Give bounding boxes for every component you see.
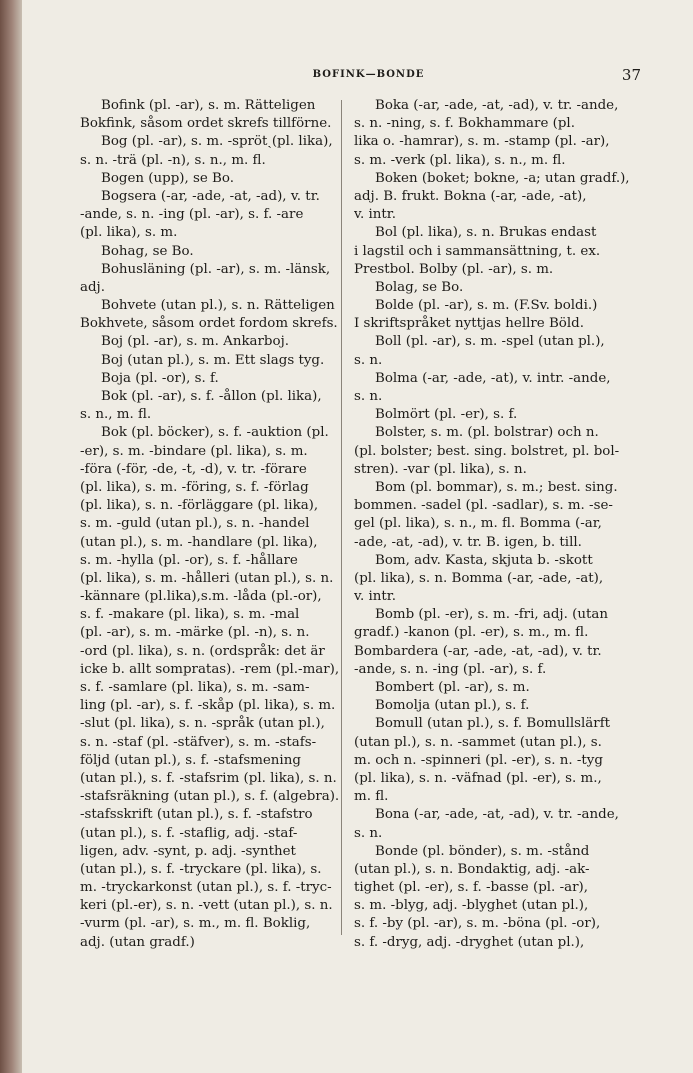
right-column — [354, 97, 646, 952]
page-number: 37 — [621, 66, 641, 84]
entry-line: i lagstil och i sammansättning, t. ex. — [354, 243, 601, 259]
entry-line: Bombert (pl. -ar), s. m. — [375, 680, 530, 695]
entry-line: -vurm (pl. -ar), s. m., m. fl. Boklig, — [80, 916, 311, 932]
entry-line: -ande, s. n. -ing (pl. -ar), s. f. -are — [80, 207, 304, 223]
entry-line: Bohvete (utan pl.), s. n. Rätteligen — [101, 298, 335, 314]
entry-line: Prestbol. Bolby (pl. -ar), s. m. — [354, 261, 554, 277]
entry-line: Bohag, se Bo. — [101, 243, 194, 259]
entry-line: Bok (pl. -ar), s. f. -ållon (pl. lika), — [101, 389, 322, 404]
entry-line: Bokfink, såsom ordet skrefs tillförne. — [80, 116, 332, 132]
entry-line: m. och n. -spinneri (pl. -er), s. n. -tyg — [354, 752, 603, 768]
entry-line: s. n. -staf (pl. -stäfver), s. m. -stafs- — [80, 734, 317, 750]
entry-line: Bohusläning (pl. -ar), s. m. -länsk, — [101, 261, 331, 277]
entry-line: Boll (pl. -ar), s. m. -spel (utan pl.), — [375, 334, 605, 350]
entry-line: bommen. -sadel (pl. -sadlar), s. m. -se- — [354, 498, 613, 514]
entry-line: Boj (pl. -ar), s. m. Ankarboj. — [101, 334, 289, 350]
entry-line: Bog (pl. -ar), s. m. -sprötˏ(pl. lika), — [101, 134, 333, 150]
entry-line: Bokhvete, såsom ordet fordom skrefs. — [80, 316, 338, 332]
entry-line: gradf.) -kanon (pl. -er), s. m., m. fl. — [354, 625, 589, 641]
entry-line: adj. — [80, 279, 105, 295]
entry-line: Bombardera (-ar, -ade, -at, -ad), v. tr. — [354, 643, 602, 659]
entry-line: s. f. -by (pl. -ar), s. m. -böna (pl. -or), — [354, 916, 601, 932]
entry-line: s. n., m. fl. — [80, 407, 152, 423]
entry-line: Bonde (pl. bönder), s. m. -stånd — [375, 843, 590, 859]
entry-line: (pl. lika), s. n. -förläggare (pl. lika), — [80, 498, 319, 514]
entry-line: stren). -var (pl. lika), s. n. — [354, 461, 527, 477]
entry-line: (pl. lika), s. n. Bomma (-ar, -ade, -at), — [354, 570, 604, 586]
entry-line: m. fl. — [354, 789, 389, 805]
page-header — [44, 66, 693, 86]
entry-line: (utan pl.), s. n. Bondaktig, adj. -ak- — [354, 861, 590, 877]
entry-line: (pl. lika), s. m. — [80, 225, 178, 241]
entry-line: (utan pl.), s. n. -sammet (utan pl.), s. — [354, 734, 602, 750]
entry-line: s. f. -dryg, adj. -dryghet (utan pl.), — [354, 934, 585, 950]
entry-line: s. n. — [354, 389, 383, 404]
entry-line: -er), s. m. -bindare (pl. lika), s. m. — [80, 443, 308, 459]
entry-line: gel (pl. lika), s. n., m. fl. Bomma (-ar, — [354, 516, 602, 532]
entry-line: ligen, adv. -synt, p. adj. -synthet — [80, 843, 296, 859]
entry-line: (pl. -ar), s. m. -märke (pl. -n), s. n. — [80, 625, 310, 641]
entry-line: (utan pl.), s. m. -handlare (pl. lika), — [80, 534, 318, 550]
entry-line: Boka (-ar, -ade, -at, -ad), v. tr. -ande, — [375, 98, 619, 113]
entry-line: s. m. -guld (utan pl.), s. n. -handel — [80, 516, 310, 532]
entry-line: s. n. — [354, 825, 383, 841]
entry-line: s. n. — [354, 352, 383, 368]
entry-line: (utan pl.), s. f. -staflig, adj. -staf- — [80, 825, 298, 841]
entry-line: I skriftspråket nyttjas hellre Böld. — [354, 316, 584, 332]
entry-line: (pl. lika), s. m. -hålleri (utan pl.), s. n. — [80, 570, 334, 586]
entry-line: Bona (-ar, -ade, -at, -ad), v. tr. -ande, — [375, 807, 619, 823]
entry-line: Bolag, se Bo. — [375, 279, 464, 295]
entry-line: Bolma (-ar, -ade, -at), v. intr. -ande, — [375, 370, 611, 386]
entry-line: Bomull (utan pl.), s. f. Bomullslärft — [375, 716, 611, 732]
entry-line: Bom, adv. Kasta, skjuta b. -skott — [375, 552, 593, 568]
entry-line: -stafsräkning (utan pl.), s. f. (algebra). — [80, 789, 340, 805]
entry-line: keri (pl.-er), s. n. -vett (utan pl.), s. n. — [80, 898, 333, 914]
entry-line: s. m. -hylla (pl. -or), s. f. -hållare — [80, 552, 298, 568]
entry-line: Bolmört (pl. -er), s. f. — [375, 407, 518, 423]
entry-line: Bofink (pl. -ar), s. m. Rätteligen — [101, 98, 316, 113]
left-column — [80, 97, 352, 952]
entry-line: -stafsskrift (utan pl.), s. f. -stafstro — [80, 807, 313, 823]
entry-line: m. -tryckarkonst (utan pl.), s. f. -tryc- — [80, 880, 332, 896]
entry-line: Bogsera (-ar, -ade, -at, -ad), v. tr. — [101, 188, 320, 204]
entry-line: adj. B. frukt. Bokna (-ar, -ade, -at), — [354, 188, 587, 204]
running-head: BOFINK—BONDE — [312, 69, 425, 80]
entry-line: Bom (pl. bommar), s. m.; best. sing. — [375, 479, 618, 495]
entry-line: Boja (pl. -or), s. f. — [101, 370, 219, 386]
entry-line: v. intr. — [354, 207, 396, 223]
entry-line: s. m. -verk (pl. lika), s. n., m. fl. — [354, 152, 566, 168]
entry-line: Bolster, s. m. (pl. bolstrar) och n. — [375, 425, 599, 441]
entry-line: (utan pl.), s. f. -stafsrim (pl. lika), s. n. — [80, 770, 337, 786]
entry-line: (pl. lika), s. n. -väfnad (pl. -er), s. m., — [354, 770, 602, 786]
entry-line: Bomb (pl. -er), s. m. -fri, adj. (utan — [375, 607, 608, 623]
entry-line: Bok (pl. böcker), s. f. -auktion (pl. — [101, 425, 329, 441]
entry-line: ling (pl. -ar), s. f. -skåp (pl. lika), s. m. — [80, 698, 336, 714]
entry-line: s. f. -samlare (pl. lika), s. m. -sam- — [80, 680, 310, 695]
entry-line: s. n. -ning, s. f. Bokhammare (pl. — [354, 116, 575, 132]
entry-line: -kännare (pl.lika),s.m. -låda (pl.-or), — [80, 589, 322, 605]
entry-line: -slut (pl. lika), s. n. -språk (utan pl.), — [80, 716, 325, 732]
entry-line: (pl. lika), s. m. -föring, s. f. -förlag — [80, 479, 309, 495]
entry-line: Bogen (upp), se Bo. — [101, 170, 234, 186]
entry-line: Boken (boket; bokne, -a; utan gradf.), — [375, 170, 630, 186]
entry-line: tighet (pl. -er), s. f. -basse (pl. -ar), — [354, 880, 588, 896]
entry-line: följd (utan pl.), s. f. -stafsmening — [80, 752, 301, 768]
entry-line: -ord (pl. lika), s. n. (ordspråk: det är — [80, 643, 325, 659]
entry-line: s. f. -makare (pl. lika), s. m. -mal — [80, 607, 300, 623]
entry-line: lika o. -hamrar), s. m. -stamp (pl. -ar), — [354, 134, 610, 150]
entry-line: icke b. allt sompratas). -rem (pl.-mar), — [80, 661, 340, 677]
entry-line: adj. (utan gradf.) — [80, 934, 195, 950]
entry-line: (utan pl.), s. f. -tryckare (pl. lika), s. — [80, 861, 322, 877]
entry-line: Boj (utan pl.), s. m. Ett slags tyg. — [101, 352, 325, 368]
entry-line: (pl. bolster; best. sing. bolstret, pl. bol- — [354, 443, 620, 459]
entry-line: -ade, -at, -ad), v. tr. B. igen, b. till. — [354, 534, 582, 550]
entry-line: s. n. -trä (pl. -n), s. n., m. fl. — [80, 152, 266, 168]
entry-line: v. intr. — [354, 589, 396, 605]
entry-line: Bol (pl. lika), s. n. Brukas endast — [375, 225, 597, 241]
dictionary-page — [22, 0, 693, 1073]
column-divider — [341, 100, 342, 935]
entry-line: Bomolja (utan pl.), s. f. — [375, 698, 530, 714]
entry-line: s. m. -blyg, adj. -blyghet (utan pl.), — [354, 898, 589, 914]
entry-line: -ande, s. n. -ing (pl. -ar), s. f. — [354, 661, 547, 677]
entry-line: -föra (-för, -de, -t, -d), v. tr. -förare — [80, 461, 307, 477]
entry-line: Bolde (pl. -ar), s. m. (F.Sv. boldi.) — [375, 298, 598, 314]
book-spine-shadow — [0, 0, 22, 1073]
